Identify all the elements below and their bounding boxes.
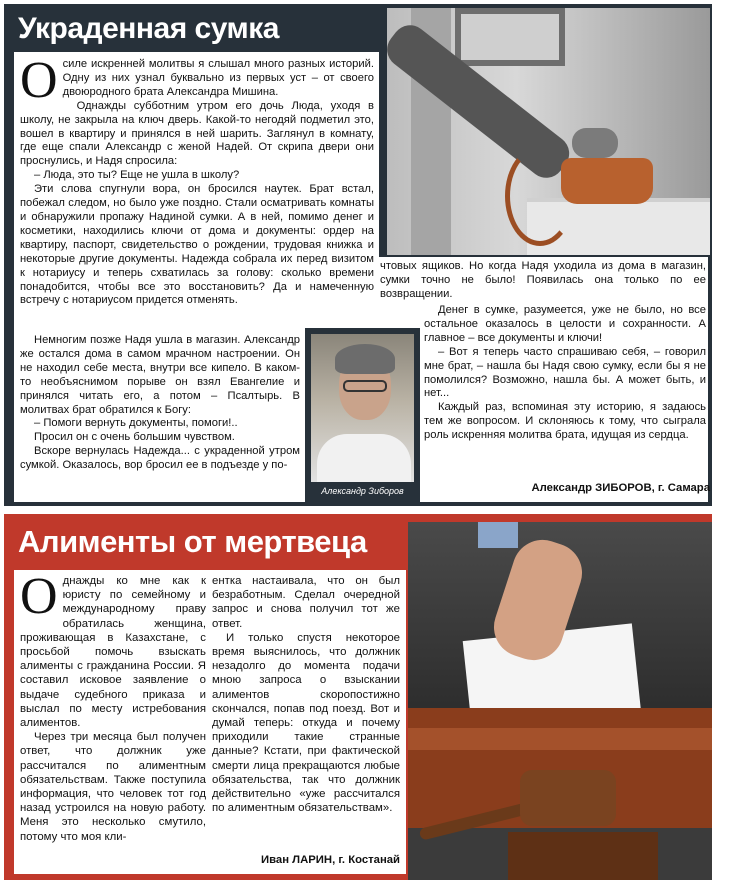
picture-frame [455,8,565,66]
paragraph: ентка настаивала, что он был безработным. Сделал очередной запрос и снова получил тот же ответ. [212,575,400,630]
article-alimony [4,514,712,880]
gavel-photo [408,522,712,880]
briefcase-band [408,728,712,750]
paragraph: Денег в сумке, разумеется, уже не было, но все остальное оказалось в целости и сохранности. А главное – все документы и ключи! [424,304,706,344]
portrait-photo [311,334,414,482]
paragraph: Просил он с очень большим чувством. [34,431,235,444]
hand [572,128,618,158]
shirt [317,434,411,482]
article-column-right [424,304,706,443]
paragraph: И только спустя некоторое время выяснилось, что должник незадолго до момента подачи мною запроса о взыскании алиментов скоропостижно скончался, попав под поезд. Вот и думай теперь: откуда и почему приходили такие странные данные? Кстати, при фактической смерти лица прекращаются любые обязательства, так что должник действительно «уже рассчитался по алиментным обязательствам». [212,631,400,815]
shirt-cuff [478,522,518,548]
paragraph: Немногим позже Надя ушла в магазин. Александр же остался дома в самом мрачном настроении. Он не находил себе места, внутри все кипело. В каком-то необъяснимом порыве он взял Евангелие и принялся читать его, а потом – Псалтырь. В молитвах брат обратился к Богу: [20,334,300,416]
article-column-left [20,52,374,308]
article-column-right-top [380,260,706,302]
glasses [343,380,387,392]
paragraph: Однажды ко мне как к юристу по семейному и международному праву обратилась женщина, проживающая в Казахстане, с просьбой помочь взыскать алименты с гражданина России. Я составил исковое заявление о выдаче судебного приказа и выслал по месту истребования алиментов. [20,568,206,730]
author-portrait [305,328,420,506]
article-title: Алименты от мертвеца [18,524,367,559]
article-stolen-bag [4,4,712,506]
author-signature: Александр ЗИБОРОВ, г. Самара [531,482,710,494]
drop-cap: О [20,52,58,109]
paragraph: Через три месяца был получен ответ, что должник уже рассчитался по алиментным обязательствам. Также поступила информация, что человек тот год назад устроился на новую работу. Меня это несколько смутило, потому что моя кли- [20,731,206,843]
article-column-2 [212,574,400,815]
paragraph: – Вот я теперь часто спрашиваю себя, – говорил мне брат, – нашла бы Надя свою сумку, если бы я не помолился? Возможно, нашла бы. А может быть, и нет... [424,345,706,400]
paragraph: – Помоги вернуть документы, помоги!.. [34,417,238,430]
paragraph: Эти слова спугнули вора, он бросился наутек. Брат встал, побежал следом, но было уже поздно. Стали осматривать комнаты и обнаружили пропажу Надиной сумки. А в ней, помимо денег и косметики, находились ключи от дома и документы: ордер на квартиру, паспорт, свидетельство о рождении, трудовая книжка и некоторые другие документы. Надежда собрала их перед визитом к нотариусу и теперь схватилась за голову: сколько времени понадобится, чтобы все это восстановить? Да и намеченную встречу с нотариусом придется отменять. [20,183,374,307]
article-title: Украденная сумка [18,12,279,45]
paragraph: – Люда, это ты? Еще не ушла в школу? [34,169,240,182]
paragraph: Вскоре вернулась Надежда... с украденной утром сумкой. Оказалось, вор бросил ее в подъезде у по- [20,445,300,472]
paragraph: чтовых ящиков. Но когда Надя уходила из дома в магазин, сумки точно не было! Появилась она только по ее возвращении. [380,260,706,300]
author-signature: Иван ЛАРИН, г. Костанай [261,854,400,866]
hair [335,344,395,374]
article-column-1 [20,568,206,844]
gavel-block [508,832,658,880]
article-column-left-lower [20,334,300,473]
paragraph: Каждый раз, вспоминая эту историю, я задаюсь тем же вопросом. И склоняюсь к тому, что сыграла роль искренняя молитва брата, идущая из сердца. [424,401,706,442]
paragraph: Осиле искренней молитвы я слышал много разных историй. Одну из них узнал буквально из первых уст – от своего двоюродного брата Александра Мишина. [20,52,374,109]
drop-cap: О [20,568,58,625]
handbag [561,158,653,204]
portrait-caption: Александр Зиборов [321,486,404,496]
handbag-photo [387,8,710,255]
paragraph: Однажды субботним утром его дочь Люда, уходя в школу, не закрыла на ключ дверь. Какой-то негодяй подметил это, вошел в квартиру и принялся в ней шарить. Заглянул в комнату, где еще спали Александр с женой Надей. От скрипа двери они проснулись, и Надя спросила: [20,99,374,168]
gavel-head [520,770,616,826]
